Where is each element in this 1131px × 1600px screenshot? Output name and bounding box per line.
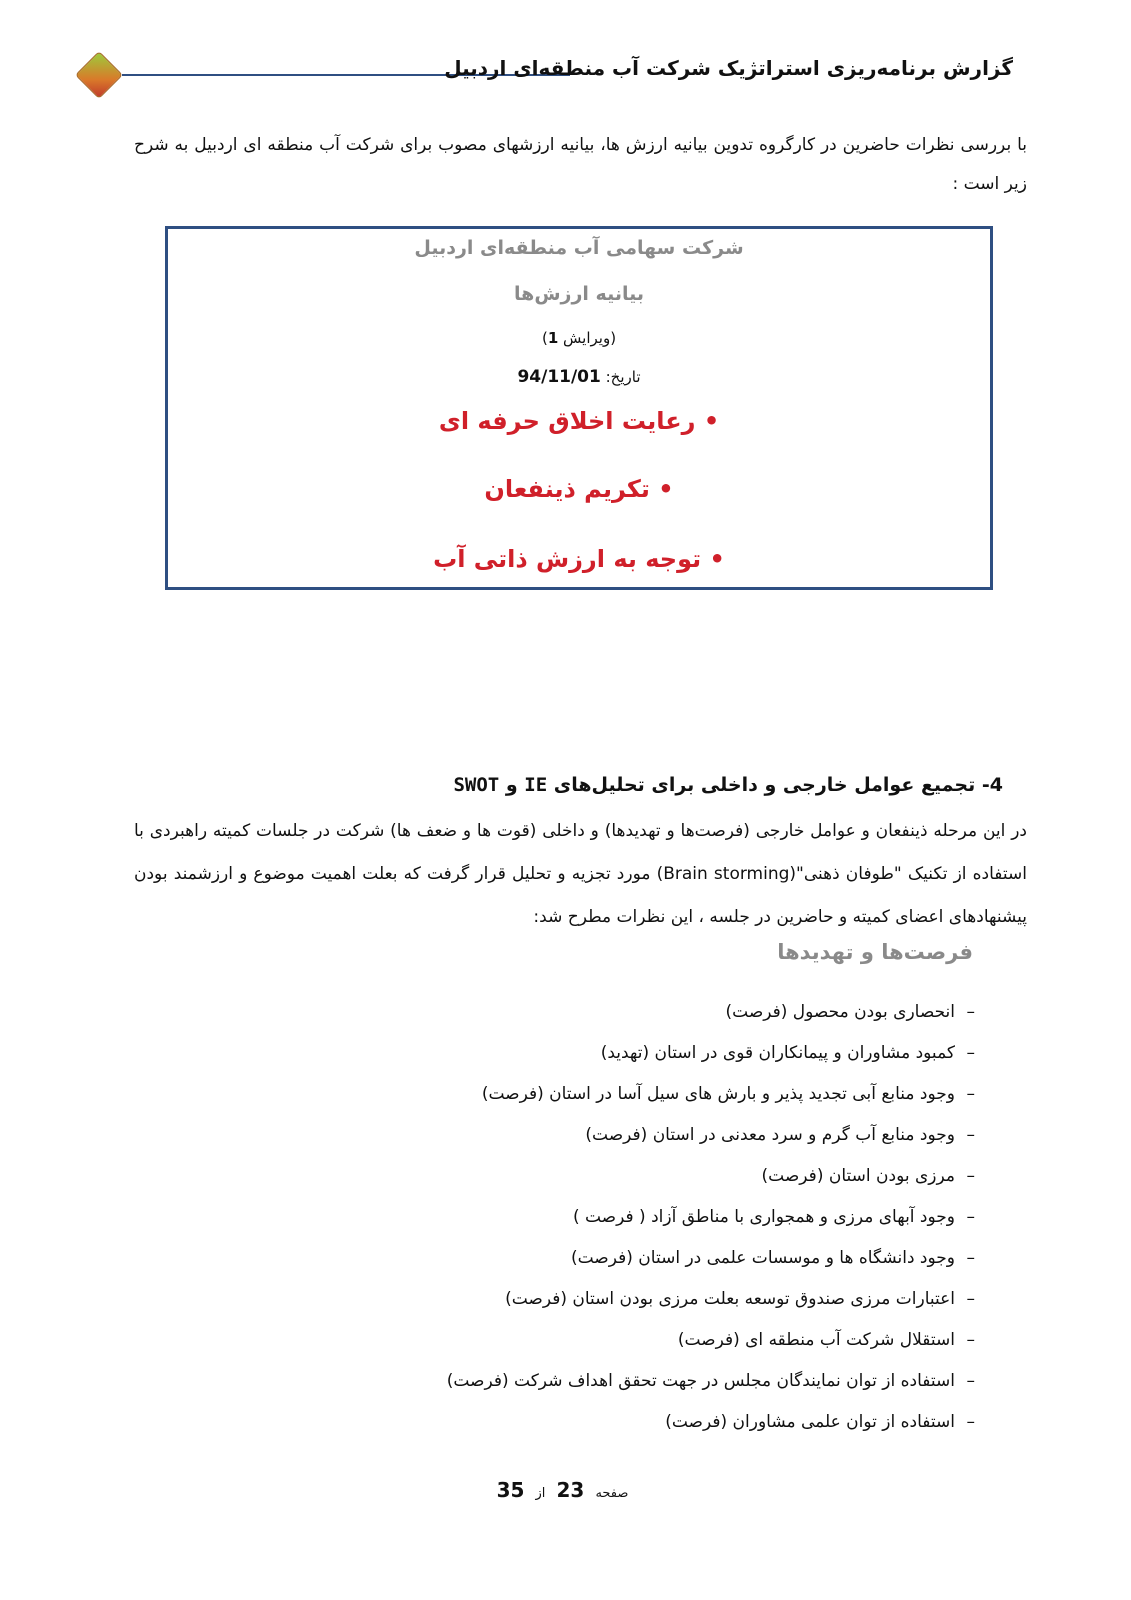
edition-close: ) — [541, 329, 548, 347]
dash-marker: – — [966, 1084, 975, 1104]
section-heading — [453, 774, 1003, 796]
list-item — [275, 992, 975, 1033]
section-heading-ie: IE — [524, 774, 548, 796]
list-item — [275, 1238, 975, 1279]
values-statement-box — [165, 226, 993, 590]
list-item-text: انحصاری بودن محصول (فرصت) — [725, 1002, 955, 1022]
dash-marker: – — [966, 1125, 975, 1145]
value-text: توجه به ارزش ذاتی آب — [433, 545, 702, 573]
list-item-text: استفاده از توان نمایندگان مجلس در جهت تحقق اهداف شرکت (فرصت) — [446, 1371, 955, 1391]
bullet: • — [658, 475, 674, 503]
list-item-text: وجود منابع آب گرم و سرد معدنی در استان (فرصت) — [585, 1125, 955, 1145]
edition-line — [168, 329, 990, 347]
list-item — [275, 1033, 975, 1074]
list-item-text: کمبود مشاوران و پیمانکاران قوی در استان (تهدید) — [600, 1043, 955, 1063]
edition-label: (ویرایش — [563, 329, 617, 347]
list-item — [275, 1115, 975, 1156]
section-paragraph: در این مرحله ذینفعان و عوامل خارجی (فرصت‌ها و تهدیدها) و داخلی (قوت ها و ضعف ها) شرکت در جلسات کمیته راهبردی با استفاده از تکنیک "طوفان ذهنی"(Brain storming) مورد تجزیه و تحلیل قرار گرفت که بعلت اهمیت موضوع و ارزشمند بودن پیشنهادهای اعضای کمیته و حاضرین در جلسه ، این نظرات مطرح شد: — [134, 821, 1027, 927]
section-heading-swot: SWOT — [453, 774, 500, 796]
date-value: 94/11/01 — [517, 367, 601, 387]
list-item — [275, 1156, 975, 1197]
dash-marker: – — [966, 1166, 975, 1186]
intro-paragraph: با بررسی نظرات حاضرین در کارگروه تدوین بیانیه ارزش ها، بیانیه ارزشهای مصوب برای شرکت آب منطقه ای اردبیل به شرح زیر است : — [134, 135, 1027, 194]
page-footer — [0, 1478, 1131, 1502]
list-item — [275, 1361, 975, 1402]
list-item — [275, 1197, 975, 1238]
company-name: شرکت سهامی آب منطقه‌ای اردبیل — [414, 237, 744, 259]
header-logo-diamond — [75, 51, 123, 99]
opportunities-threats-heading: فرصت‌ها و تهدیدها — [777, 940, 973, 964]
dash-marker: – — [966, 1248, 975, 1268]
dash-marker: – — [966, 1207, 975, 1227]
value-item-2 — [168, 475, 990, 503]
list-item — [275, 1402, 975, 1443]
list-item-text: استقلال شرکت آب منطقه ای (فرصت) — [677, 1330, 955, 1350]
value-text: تکریم ذینفعان — [484, 475, 650, 503]
date-line — [168, 367, 990, 387]
date-label: تاریخ: — [605, 368, 641, 386]
of-label: از — [535, 1486, 546, 1501]
value-item-1 — [168, 407, 990, 435]
page-label: صفحه — [595, 1486, 629, 1501]
value-text: رعایت اخلاق حرفه ای — [438, 407, 696, 435]
edition-number: 1 — [547, 329, 559, 347]
opportunities-threats-list — [275, 992, 975, 1443]
section-heading-and: و — [505, 774, 518, 796]
bullet: • — [703, 407, 720, 435]
value-item-3 — [168, 545, 990, 573]
section-number: 4- — [981, 774, 1003, 796]
total-pages-number: 35 — [496, 1478, 525, 1502]
list-item — [275, 1074, 975, 1115]
list-item-text: استفاده از توان علمی مشاوران (فرصت) — [665, 1412, 955, 1432]
bullet: • — [709, 545, 725, 573]
list-item — [275, 1279, 975, 1320]
list-item-text: وجود دانشگاه ها و موسسات علمی در استان (فرصت) — [570, 1248, 955, 1268]
dash-marker: – — [966, 1330, 975, 1350]
current-page-number: 23 — [556, 1478, 585, 1502]
statement-title: بیانیه ارزش‌ها — [514, 283, 644, 305]
list-item-text: مرزی بودن استان (فرصت) — [761, 1166, 955, 1186]
list-item-text: وجود منابع آبی تجدید پذیر و بارش های سیل آسا در استان (فرصت) — [481, 1084, 955, 1104]
list-item — [275, 1320, 975, 1361]
header-title: گزارش برنامه‌ریزی استراتژیک شرکت آب منطقه‌ای اردبیل — [444, 56, 1013, 80]
section-heading-text: تجمیع عوامل خارجی و داخلی برای تحلیل‌های — [553, 774, 976, 796]
dash-marker: – — [966, 1289, 975, 1309]
dash-marker: – — [966, 1002, 975, 1022]
list-item-text: اعتبارات مرزی صندوق توسعه بعلت مرزی بودن استان (فرصت) — [505, 1289, 955, 1309]
dash-marker: – — [966, 1043, 975, 1063]
list-item-text: وجود آبهای مرزی و همجواری با مناطق آزاد ( فرصت ) — [572, 1207, 955, 1227]
dash-marker: – — [966, 1412, 975, 1432]
dash-marker: – — [966, 1371, 975, 1391]
